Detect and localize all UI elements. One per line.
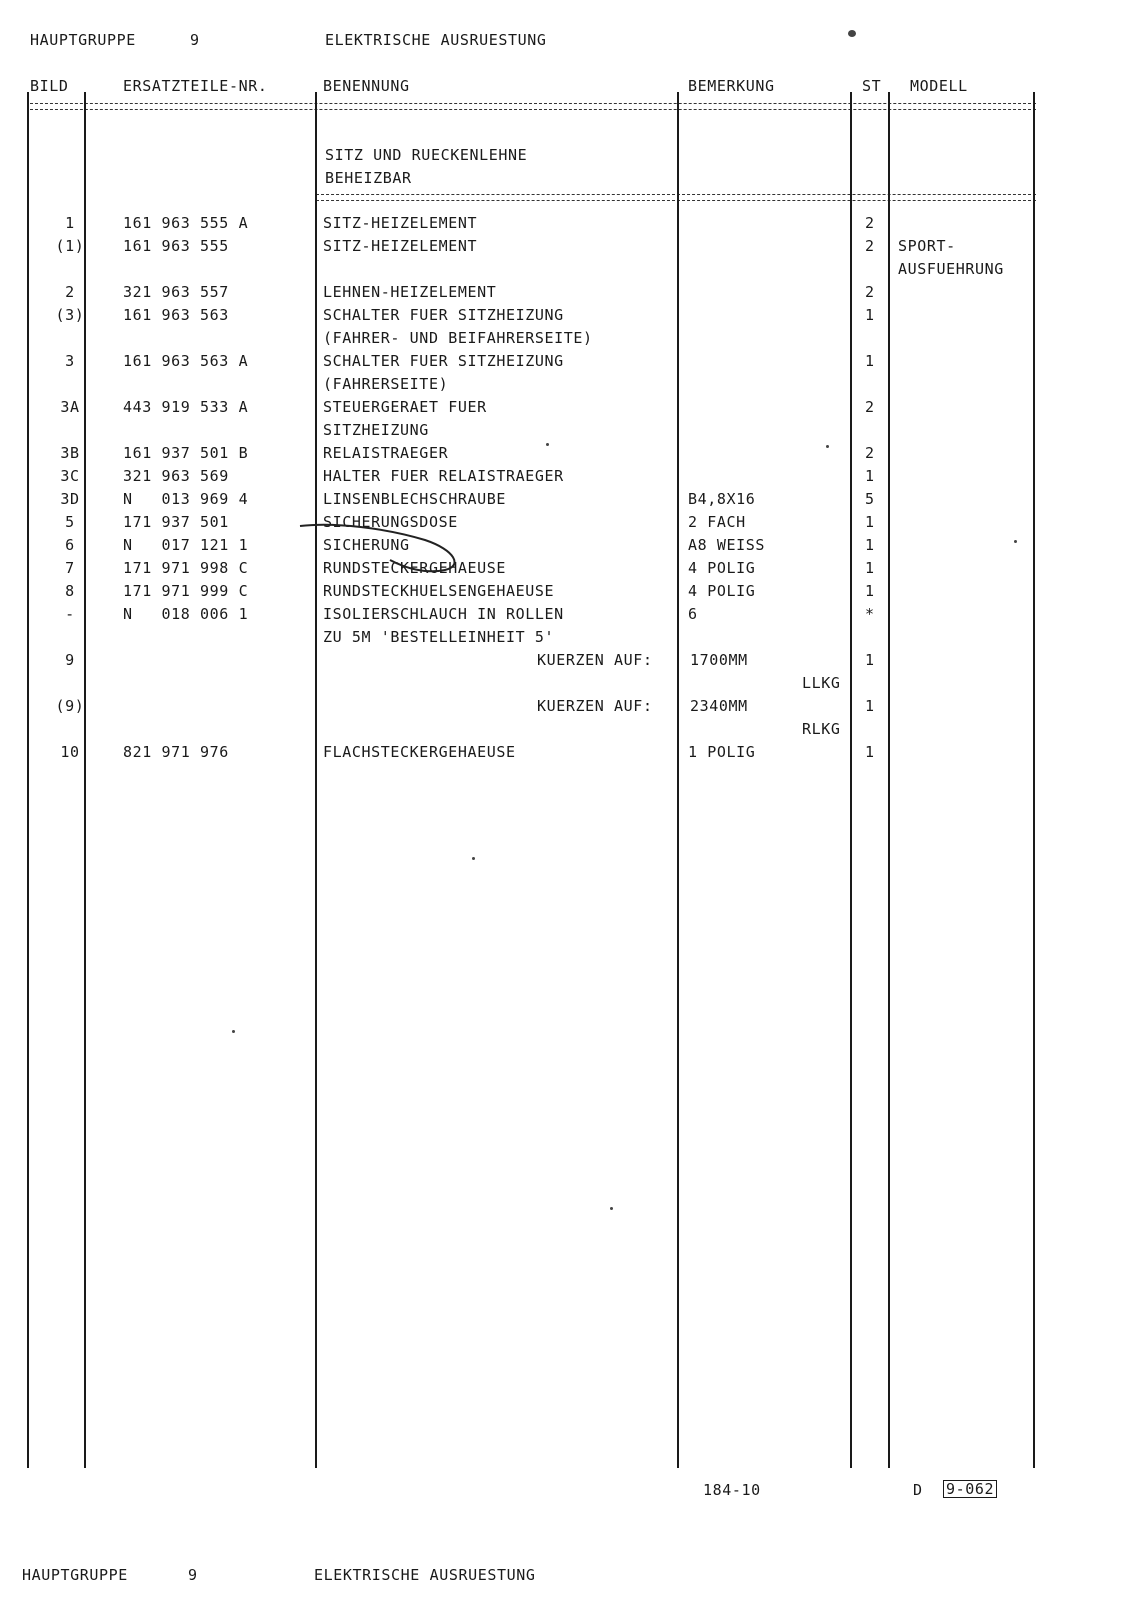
scan-speck xyxy=(232,1030,235,1033)
row-bild: 10 xyxy=(60,743,80,761)
row-qty: * xyxy=(865,605,875,623)
row-remark: A8 WEISS xyxy=(688,536,766,554)
group-number: 9 xyxy=(190,31,200,49)
cut-row-bild: (9) xyxy=(55,697,85,715)
col-header-name: BENENNUNG xyxy=(323,77,410,95)
row-name: FLACHSTECKERGEHAEUSE xyxy=(323,743,516,761)
cut-row-value: 2340MM xyxy=(690,697,748,715)
row-bild: 3 xyxy=(65,352,75,370)
row-name: SICHERUNG xyxy=(323,536,410,554)
row-remark: 1 POLIG xyxy=(688,743,756,761)
row-bild: 3B xyxy=(60,444,80,462)
row-part-number: N 013 969 4 xyxy=(123,490,249,508)
row-part-number: N 017 121 1 xyxy=(123,536,249,554)
group-title: ELEKTRISCHE AUSRUESTUNG xyxy=(325,31,547,49)
section-subtitle: BEHEIZBAR xyxy=(325,169,412,187)
col-header-remark: BEMERKUNG xyxy=(688,77,775,95)
column-rule xyxy=(1033,92,1035,1468)
cut-row-qty: 1 xyxy=(865,697,875,715)
row-remark: 6 xyxy=(688,605,698,623)
row-part-number: 443 919 533 A xyxy=(123,398,249,416)
row-qty: 2 xyxy=(865,398,875,416)
row-name: (FAHRERSEITE) xyxy=(323,375,449,393)
row-bild: 1 xyxy=(65,214,75,232)
row-remark: B4,8X16 xyxy=(688,490,756,508)
row-bild: (3) xyxy=(55,306,85,324)
scan-speck xyxy=(610,1207,613,1210)
row-bild: 2 xyxy=(65,283,75,301)
column-rule xyxy=(27,92,29,1468)
row-model: AUSFUEHRUNG xyxy=(898,260,1004,278)
row-bild: - xyxy=(65,605,75,623)
page-code: 184-10 xyxy=(703,1481,761,1499)
row-name: ISOLIERSCHLAUCH IN ROLLEN xyxy=(323,605,564,623)
row-qty: 1 xyxy=(865,513,875,531)
row-name: SITZHEIZUNG xyxy=(323,421,429,439)
row-part-number: 161 963 555 xyxy=(123,237,229,255)
row-qty: 1 xyxy=(865,582,875,600)
col-header-part-no: ERSATZTEILE-NR. xyxy=(123,77,268,95)
section-separator xyxy=(316,194,1036,201)
row-name: SCHALTER FUER SITZHEIZUNG xyxy=(323,352,564,370)
row-bild: 6 xyxy=(65,536,75,554)
column-rule xyxy=(315,92,317,1468)
col-header-model: MODELL xyxy=(910,77,968,95)
row-bild: 3C xyxy=(60,467,80,485)
row-name: HALTER FUER RELAISTRAEGER xyxy=(323,467,564,485)
cut-row-value: 1700MM xyxy=(690,651,748,669)
cut-row-side: LLKG xyxy=(802,674,841,692)
column-rule xyxy=(850,92,852,1468)
scan-speck xyxy=(826,445,829,448)
row-name: RUNDSTECKHUELSENGEHAEUSE xyxy=(323,582,555,600)
row-part-number: 171 971 998 C xyxy=(123,559,249,577)
row-name: ZU 5M 'BESTELLEINHEIT 5' xyxy=(323,628,555,646)
row-name: SCHALTER FUER SITZHEIZUNG xyxy=(323,306,564,324)
row-name: SITZ-HEIZELEMENT xyxy=(323,214,478,232)
group-label: HAUPTGRUPPE xyxy=(30,31,136,49)
row-bild: 7 xyxy=(65,559,75,577)
row-name: SITZ-HEIZELEMENT xyxy=(323,237,478,255)
row-qty: 2 xyxy=(865,283,875,301)
next-page-group-title: ELEKTRISCHE AUSRUESTUNG xyxy=(314,1566,536,1584)
scan-speck xyxy=(848,30,856,37)
row-qty: 1 xyxy=(865,536,875,554)
cut-row-side: RLKG xyxy=(802,720,841,738)
col-header-qty: ST xyxy=(862,77,882,95)
row-qty: 1 xyxy=(865,559,875,577)
row-qty: 2 xyxy=(865,214,875,232)
row-qty: 2 xyxy=(865,444,875,462)
column-rule xyxy=(677,92,679,1468)
row-bild: 8 xyxy=(65,582,75,600)
row-name: LEHNEN-HEIZELEMENT xyxy=(323,283,497,301)
row-qty: 5 xyxy=(865,490,875,508)
row-name: RELAISTRAEGER xyxy=(323,444,449,462)
row-name: STEUERGERAET FUER xyxy=(323,398,487,416)
next-page-group-label: HAUPTGRUPPE xyxy=(22,1566,128,1584)
row-part-number: 821 971 976 xyxy=(123,743,229,761)
row-qty: 1 xyxy=(865,743,875,761)
row-part-number: 171 971 999 C xyxy=(123,582,249,600)
cut-row-bild: 9 xyxy=(65,651,75,669)
row-name: (FAHRER- UND BEIFAHRERSEITE) xyxy=(323,329,593,347)
row-part-number: 161 963 555 A xyxy=(123,214,249,232)
column-rule xyxy=(888,92,890,1468)
row-bild: (1) xyxy=(55,237,85,255)
row-name: LINSENBLECHSCHRAUBE xyxy=(323,490,506,508)
next-page-group-number: 9 xyxy=(188,1566,198,1584)
row-qty: 1 xyxy=(865,306,875,324)
row-part-number: 161 937 501 B xyxy=(123,444,249,462)
scan-speck xyxy=(1014,540,1017,543)
row-name: SICHERUNGSDOSE xyxy=(323,513,458,531)
row-qty: 1 xyxy=(865,352,875,370)
scan-speck xyxy=(546,443,549,446)
row-remark: 2 FACH xyxy=(688,513,746,531)
row-bild: 5 xyxy=(65,513,75,531)
cut-row-qty: 1 xyxy=(865,651,875,669)
row-part-number: 171 937 501 xyxy=(123,513,229,531)
section-title: SITZ UND RUECKENLEHNE xyxy=(325,146,528,164)
row-part-number: 321 963 557 xyxy=(123,283,229,301)
page-reference: 9-062 xyxy=(943,1480,997,1498)
row-part-number: N 018 006 1 xyxy=(123,605,249,623)
cut-row-label: KUERZEN AUF: xyxy=(537,651,653,669)
col-header-bild: BILD xyxy=(30,77,69,95)
row-qty: 2 xyxy=(865,237,875,255)
row-model: SPORT- xyxy=(898,237,956,255)
country-code: D xyxy=(913,1481,923,1499)
row-bild: 3A xyxy=(60,398,80,416)
row-part-number: 161 963 563 A xyxy=(123,352,249,370)
row-remark: 4 POLIG xyxy=(688,559,756,577)
header-separator xyxy=(30,103,1036,110)
row-part-number: 161 963 563 xyxy=(123,306,229,324)
row-bild: 3D xyxy=(60,490,80,508)
scan-speck xyxy=(472,857,475,860)
row-name: RUNDSTECKERGEHAEUSE xyxy=(323,559,506,577)
row-part-number: 321 963 569 xyxy=(123,467,229,485)
row-remark: 4 POLIG xyxy=(688,582,756,600)
cut-row-label: KUERZEN AUF: xyxy=(537,697,653,715)
row-qty: 1 xyxy=(865,467,875,485)
